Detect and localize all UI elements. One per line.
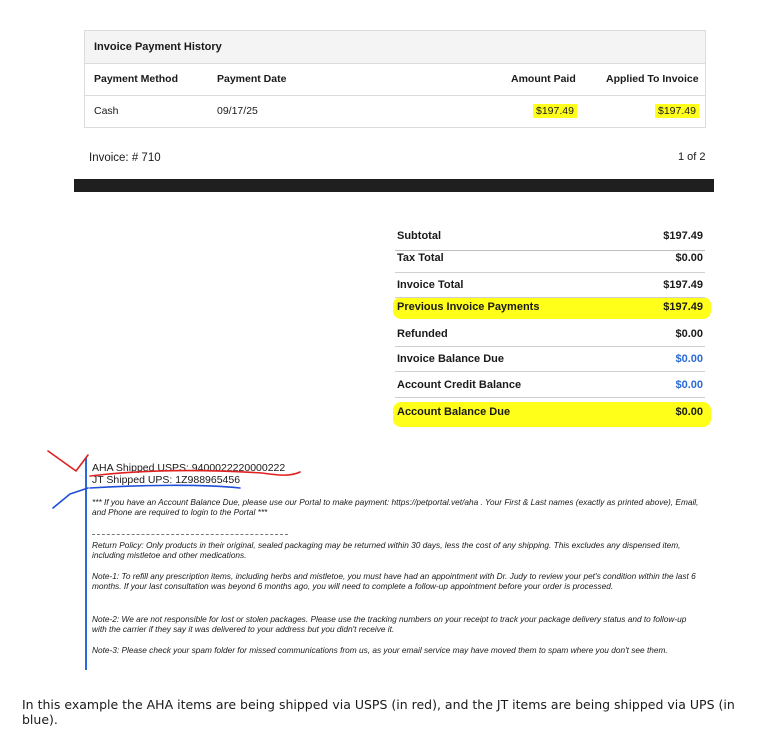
totals-label: Account Credit Balance	[397, 379, 522, 391]
usps-tracking-line: AHA Shipped USPS: 9400022220000222	[92, 462, 286, 474]
header-amount-paid: Amount Paid	[511, 73, 576, 85]
ups-tracking-line: JT Shipped UPS: 1Z988965456	[92, 474, 241, 486]
blue-checkmark-stroke	[53, 488, 88, 508]
blue-underline-stroke	[90, 485, 240, 488]
applied-amount-cell: $197.49	[655, 104, 699, 118]
explanation-caption: In this example the AHA items are being shipped via USPS (in red), and the JT items are being shipped via UPS (in blue).	[22, 697, 735, 727]
red-underline-stroke	[90, 471, 300, 476]
payment-method-cell: Cash	[94, 105, 119, 117]
payment-history-title: Invoice Payment History	[85, 31, 705, 64]
totals-value: $0.00	[675, 328, 703, 340]
amount-paid-cell: $197.49	[533, 104, 577, 118]
totals-value: $0.00	[675, 353, 703, 365]
header-applied-to-invoice: Applied To Invoice	[606, 73, 699, 85]
totals-value: $0.00	[675, 252, 703, 264]
totals-value: $0.00	[675, 406, 703, 418]
portal-payment-note: *** If you have an Account Balance Due, please use our Portal to make payment: https://petportal.vet/aha . Your First & Last names (exactly as printed above), Email, and Phone are required to login to the Portal ***	[92, 497, 699, 517]
note-3: Note-3: Please check your spam folder for missed communications from us, as your email service may have moved them to spam where you don't see them.	[92, 645, 668, 655]
totals-label: Refunded	[397, 328, 448, 340]
invoice-number: Invoice: # 710	[89, 152, 161, 164]
note-1: Note-1: To refill any prescription items, including herbs and mistletoe, you must have had an appointment with Dr. Judy to review your pet's condition within the last 6 months. If your last consultation was beyond 6 months ago, you will need to complete a follow-up appointment before your order is processed.	[92, 571, 696, 591]
totals-label: Account Balance Due	[397, 406, 511, 418]
totals-label: Invoice Balance Due	[397, 353, 504, 365]
return-policy-note: Return Policy: Only products in their original, sealed packaging may be returned within 30 days, less the cost of any shipping. This excludes any dispensed item, including mistletoe and other medications.	[92, 540, 681, 560]
totals-label: Subtotal	[397, 230, 441, 242]
totals-value: $197.49	[663, 279, 703, 291]
header-payment-date: Payment Date	[217, 73, 287, 85]
red-checkmark-stroke	[48, 451, 88, 471]
totals-label: Tax Total	[397, 252, 444, 264]
totals-value: $197.49	[663, 301, 703, 313]
totals-label: Previous Invoice Payments	[397, 301, 540, 313]
totals-value: $0.00	[675, 379, 703, 391]
page-indicator: 1 of 2	[678, 151, 706, 163]
note-2: Note-2: We are not responsible for lost or stolen packages. Please use the tracking numbers on your receipt to track your package delivery status and to follow-up with the carrier if they say it was delivered to your address but you didn't receive it.	[92, 614, 687, 634]
totals-label: Invoice Total	[397, 279, 464, 291]
header-payment-method: Payment Method	[94, 73, 179, 85]
payment-date-cell: 09/17/25	[217, 105, 258, 117]
totals-value: $197.49	[663, 230, 703, 242]
